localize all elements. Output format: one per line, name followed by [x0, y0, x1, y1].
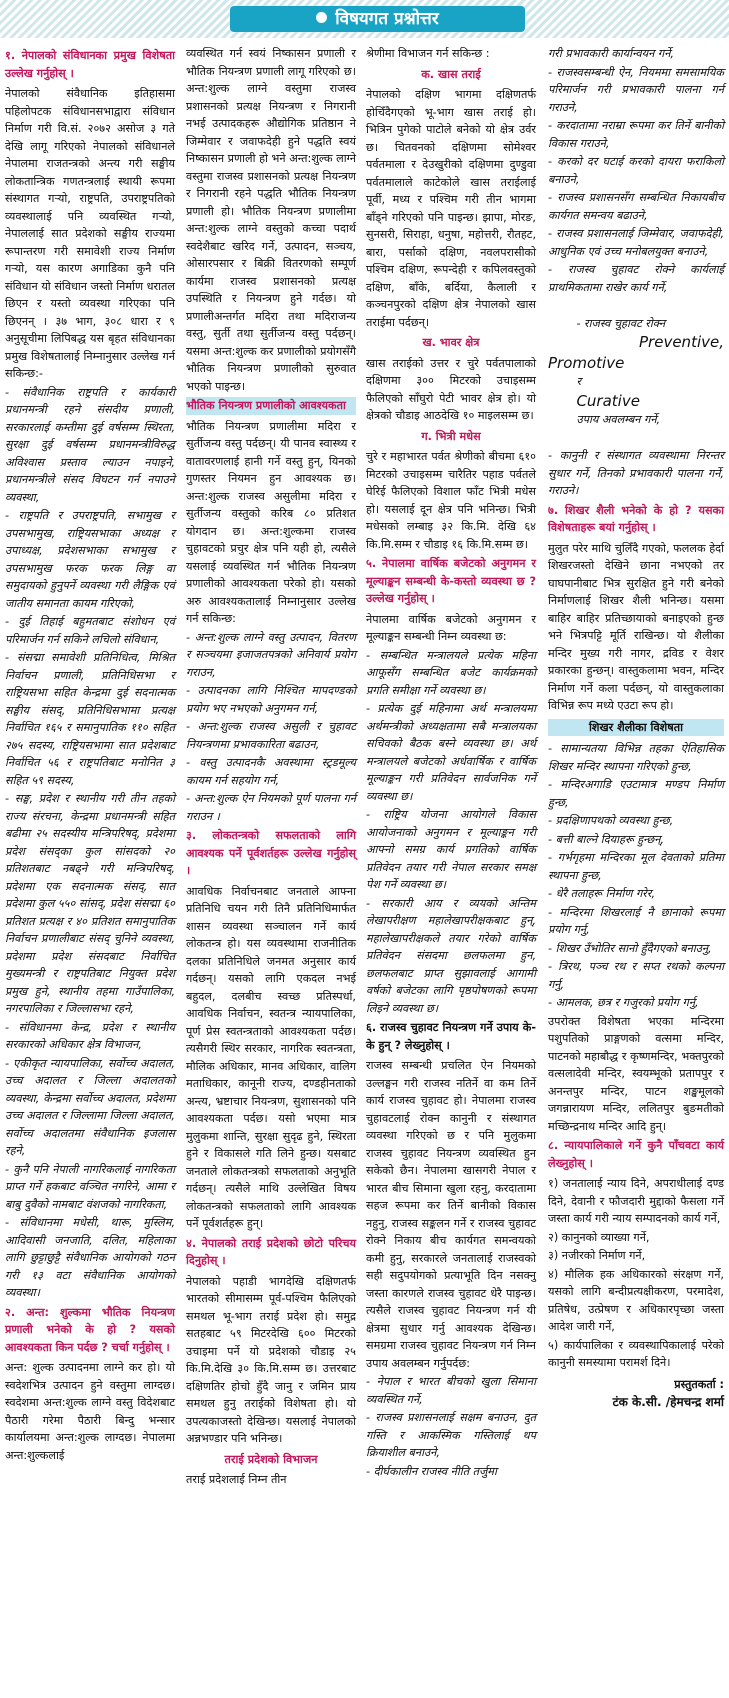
bullet-item: - उत्पादनका लागि निश्चित मापदण्डको प्रयोग भए नभएको अनुगमन गर्न,	[186, 684, 360, 715]
section-banner	[0, 0, 729, 38]
bullet-item: - संवैधानिक राष्ट्रपति र कार्यकारी प्रधानमन्त्री रहने संसदीय प्रणाली, सरकारलाई कम्तीमा दुई वर्षसम्म स्थिरता, सुरक्षा दुई वर्षसम्म प्रधानमन्त्रीविरुद्ध अविश्वास प्रस्ताव ल्याउन नपाइने, प्रधानमन्त्रीले संसद विघटन गर्न नपाउने व्यवस्था,	[5, 385, 179, 504]
column-3	[366, 45, 540, 1695]
bullet-item: - एकीकृत न्यायपालिका, सर्वोच्च अदालत, उच्च अदालत र जिल्ला अदालतको व्यवस्था, केन्द्रमा सर्वोच्च अदालत, प्रदेशमा उच्च अदालत र जिल्लामा जिल्ला अदालत, सर्वोच्च अदालतमा संवैधानिक इजलास रहने,	[5, 1056, 179, 1157]
bullet-item: - राजस्व प्रशासनसँग सम्बन्धित निकायबीच कार्यगत समन्वय बढाउने,	[548, 191, 728, 222]
bullet-item: - अन्त:शुल्क राजस्व असुली र चुहावट नियन्त्रणमा प्रभावकारिता बढाउन,	[186, 720, 360, 751]
column-1	[5, 45, 179, 1695]
bullet-item: - सम्बन्धित मन्त्रालयले प्रत्येक महिना आफूसँग सम्बन्धित बजेट कार्यक्रमको प्रगति समीक्षा गर्ने व्यवस्था छ।	[366, 648, 540, 697]
bullet-item: - शिखर उँभोतिर सानो हुँदैगएको बनाउनु,	[548, 941, 712, 955]
question-5: ५. नेपालमा वार्षिक बजेटको अनुगमन र मूल्याङ्कन सम्बन्धी के-कस्तो व्यवस्था छ ? उल्लेख गर्नुहोस् ।	[366, 557, 540, 605]
bullet-item: - सरकारी आय र व्ययको अन्तिम लेखापरीक्षण महालेखापरीक्षकबाट हुन्, महालेखापरीक्षकले तयार गरेको वार्षिक प्रतिवेदन संसदमा छलफलमा हुन, छलफलबाट प्राप्त सुझावलाई आगामी वर्षको बजेटका लागि पृष्ठपोषणको रूपमा लिइने व्यवस्था छ।	[366, 896, 540, 1015]
banner-title: विषयगत प्रश्नोत्तर	[335, 9, 439, 29]
paragraph: भौतिक नियन्त्रण प्रणालीमा मदिरा र सुर्तीजन्य वस्तु पर्दछन्। यी पानव स्वास्थ्य र वातावरणलाई हानी गर्ने वस्तु हुन्, यिनको गुणस्तर नियमन हुन आवश्यक छ। अन्त:शुल्क राजस्व असुलीमा मदिरा र सुर्तीजन्य वस्तुको करिब ८० प्रतिशत योगदान छ। अन्त:शुल्कमा राजस्व चुहावटको प्रचुर क्षेत्र पनि यही हो, त्यसैले यसलाई व्यवस्थित गर्न भौतिक नियन्त्रण प्रणालीको आवश्यकता परेको हो। यसको अरु आवश्यकतालाई निम्नानुसार उल्लेख गर्न सकिन्छ:	[186, 419, 360, 625]
bullet-item: - वस्तु उत्पादनकै अवस्थामा स्ट्रडमूल्य कायम गर्न सहयोग गर्न,	[186, 756, 360, 787]
question-3: ३. लोकतन्त्रको सफलताको लागि आवश्यक पर्ने पूर्वशर्तहरू उल्लेख गर्नुहोस् ।	[186, 829, 360, 877]
bullet-item: - राजस्व प्रशासनलाई सक्षम बनाउन, दुत गस्ति र आकस्मिक गस्तिलाई थप क्रियाशील बनाउने,	[366, 1411, 540, 1459]
credit-name: टंक के.सी. /हेमचन्द्र शर्मा	[612, 1395, 724, 1409]
bullet-item: - राजस्व प्रशासनलाई जिम्मेवार, जवाफदेही, आधुनिक एवं उच्च मनोबलयुक्त बनाउने,	[548, 227, 728, 258]
credit-label: प्रस्तुतकर्ता :	[674, 1377, 724, 1391]
bullet-item: - करदातामा नराम्रा रूपमा कर तिर्ने बानीको विकास गराउने,	[548, 119, 728, 150]
numbered-item: ३) नजीरको निर्माण गर्ने,	[548, 1249, 646, 1262]
paragraph: चुरे र महाभारत पर्वत श्रेणीको बीचमा ६१० मिटरको उचाइसम्म चारैतिर पहाड पर्वतले घेरिई फैलिएको विशाल फाँट भित्री मधेस हो। यसलाई दून क्षेत्र पनि भनिन्छ। भित्री मधेसको लम्बाइ ३२ कि.मि. देखि ६४ कि.मि.सम्म र चौडाइ १६ कि.मि.सम्म छ।	[366, 450, 540, 551]
bullet-item: - प्रत्येक दुई महिनामा अर्थ मन्त्रालयमा अर्थमन्त्रीको अध्यक्षतामा सबै मन्त्रालयका सचिवको बैठक बस्ने व्यवस्था छ। अर्थ मन्त्रालयले बजेटको अर्धवार्षिक र वार्षिक मूल्याङ्कन गरी प्रतिवेदन सार्वजनिक गर्ने व्यवस्था छ।	[366, 702, 540, 803]
numbered-item: ५) कार्यपालिका र व्यवस्थापिकालाई परेको कानुनी समस्यामा परामर्श दिने।	[548, 1338, 728, 1369]
question-6: ६. राजस्व चुहावट नियन्त्रण गर्ने उपाय के-के हुन् ? लेख्नुहोस् ।	[366, 1021, 536, 1052]
english-term: Curative	[576, 391, 640, 410]
bullet-item: - सामान्यतया विभिन्न तहका ऐतिहासिक शिखर मन्दिर स्थापना गरिएको हुन्छ,	[548, 742, 728, 773]
bullet-item: - संसद्मा समावेशी प्रतिनिधित्व, मिश्रित निर्वाचन प्रणाली, प्रतिनिधिसभा र राष्ट्रियसभा सहित केन्द्रमा दुई सदनात्मक सङ्घीय संसद्, प्रतिनिधिसभामा प्रत्यक्ष निर्वाचित १६५ र समानुपातिक ११० सहित २७५ सदस्य, राष्ट्रियसभामा सात प्रदेशबाट निर्वाचित ५६ र राष्ट्रपतिबाट मनोनित ३ सहित ५९ सदस्य,	[5, 651, 179, 787]
bullet-item: गरी प्रभावकारी कार्यान्वयन गर्ने,	[548, 47, 674, 60]
bullet-text: र	[576, 375, 582, 388]
paragraph: नेपालमा वार्षिक बजेटको अनुगमन र मूल्याङ्कन सम्बन्धी निम्न व्यवस्था छ:	[366, 612, 540, 643]
article-columns	[0, 45, 729, 1695]
bullet-item: - कानुनी र संस्थागत व्यवस्थामा निरन्तर सुधार गर्ने, तिनको प्रभावकारी पालना गर्ने, गराउने।	[548, 449, 728, 497]
bullet-item: - कुनै पनि नेपाली नागरिकलाई नागरिकता प्राप्त गर्ने हकबाट वञ्चित नगरिने, आमा र बाबु दुवैको नामबाट वंशजको नागरिकता,	[5, 1162, 179, 1211]
bullet-item: - आमलक, छत्र र गजुरको प्रयोग गर्नु,	[548, 996, 699, 1009]
bullet-item: - गर्भगृहमा मन्दिरका मूल देवताको प्रतिमा स्थापना हुन्छ,	[548, 851, 728, 882]
paragraph: नेपालको दक्षिण भागमा दक्षिणतर्फ होचिँदैगएको भू-भाग खास तराई हो। भित्रिन पुगेको पाटोले बनेको यो क्षेत्र उर्वर छ। चितवनको दक्षिणमा सोमेश्वर पर्वतमाला र देउखुरीको दक्षिणमा दुण्डुवा पर्वतमालाले काटेकोले खास तराईलाई पूर्वी, मध्य र पश्चिम गरी तीन भागमा बाँड्ने गरिएको पनि पाइन्छ। झापा, मोरङ, सुनसरी, सिराहा, धनुषा, महोत्तरी, रौतहट, बारा, पर्साको दक्षिण, नवलपरासीको पश्चिम दक्षिण, रूपन्देही र कपिलवस्तुको दक्षिण, बाँके, बर्दिया, कैलाली र कञ्चनपुरको दक्षिण क्षेत्र नेपालको खास तराईमा पर्दछन्।	[366, 88, 540, 329]
bullet-item: - प्रदक्षिणापथको व्यवस्था हुन्छ,	[548, 814, 674, 827]
column-2	[186, 45, 360, 1695]
bullet-item: - त्रिरथ, पञ्च रथ र सप्त रथको कल्पना गर्नु,	[548, 960, 728, 991]
question-4: ४. नेपालको तराई प्रदेशको छोटो परिचय दिनुहोस् ।	[186, 1236, 360, 1267]
paragraph: राजस्व सम्बन्धी प्रचलित ऐन नियमको उल्लङ्घन गरी राजस्व नतिर्ने वा कम तिर्ने कार्य राजस्व चुहावट हो। नेपालमा राजस्व चुहावटलाई रोक्न कानुनी र संस्थागत व्यवस्था गरिएको छ र पनि मुलुकमा राजस्व चुहावट नियन्त्रण व्यवस्थित हुन सकेको छैन। नेपालमा खासगरी नेपाल र भारत बीच सिमाना खुला रहनु, करदातामा सहज रूपमा कर तिर्ने बानीको विकास नहुनु, राजस्व सङ्कलन गर्ने र राजस्व चुहावट रोक्ने निकाय बीच कार्यगत समन्वयको कमी हुनु, सरकारले जनतालाई राजस्वको सही सदुपयोगको प्रत्याभूति दिन नसक्नु जस्ता कारणले राजस्व चुहावट धेरै पाइन्छ। त्यसैले राजस्व चुहावट नियन्त्रण गर्न यी क्षेत्रमा सुधार गर्नु आवश्यक देखिन्छ। समग्रमा राजस्व चुहावट नियन्त्रण गर्न निम्न उपाय अवलम्बन गर्नुपर्दछ:	[366, 1059, 540, 1370]
bullet-item: - नेपाल र भारत बीचको खुला सिमाना व्यवस्थित गर्ने,	[366, 1375, 540, 1406]
bullet-item: - राजस्व चुहावट रोक्ने कार्यलाई प्राथमिकतामा राखेर कार्य गर्ने,	[548, 263, 728, 294]
subheading: ख. भावर क्षेत्र	[422, 336, 480, 349]
bullet-item: - मन्दिरमा शिखरलाई नै छानाको रूपमा प्रयोग गर्नु,	[548, 905, 728, 936]
paragraph: नेपालको संवैधानिक इतिहासमा पहिलोपटक संविधानसभाद्वारा संविधान निर्माण गरी वि.सं. २०७२ असोज ३ गते देखि लागू गरिएको नेपालको संविधानले नेपालमा राजतन्त्रको अन्त्य गरी सङ्घीय लोकतान्त्रिक गणतन्त्रलाई स्थायी रूपमा संस्थागत गऱ्यो, राष्ट्रपति, उपराष्ट्रपतिको व्यवस्थालाई पनि व्यवस्थित गऱ्यो, नेपाललाई सात प्रदेशको सङ्घीय राज्यमा रूपान्तरण गरी समावेशी राज्य निर्माण गऱ्यो, यस कारण अगाडिका कुनै पनि संविधान यो संविधान जस्तो निर्माण धरातल छिएन र यस्तो व्यवस्था गरिएका पनि छिएनन् । ३७ भाग, ३०८ धारा र ९ अनुसूचीमा लिपिबद्ध यस बृहत संविधानका प्रमुख विशेषतालाई निम्नानुसार उल्लेख गर्न सकिन्छ:-	[5, 87, 179, 380]
bullet-item: - संविधानमा मधेसी, थारू, मुस्लिम, आदिवासी जनजाति, दलित, महिलाका लागि छुट्टाछुट्टै संवैधानिक आयोगको गठन गरी १३ वटा संवैधानिक आयोगको व्यवस्था।	[5, 1216, 179, 1299]
column-4	[548, 45, 729, 1695]
bullet-item: - राष्ट्रिय योजना आयोगले विकास आयोजनाको अनुगमन र मूल्याङ्कन गरी आफ्नो समग्र कार्य प्रगतिको वार्षिक प्रतिवेदन तयार गरी नेपाल सरकार समक्ष पेश गर्ने व्यवस्था छ।	[366, 808, 540, 891]
paragraph: तराई प्रदेशलाई निम्न तीन	[186, 1473, 287, 1486]
paragraph: श्रेणीमा विभाजन गर्न सकिन्छ :	[366, 47, 490, 60]
bullet-item: - संविधानमा केन्द्र, प्रदेश र स्थानीय सरकारको अधिकार क्षेत्र विभाजन,	[5, 1020, 179, 1051]
subheading: शिखर शैलीका विशेषता	[548, 719, 724, 737]
bullet-item: - राष्ट्रपति र उपराष्ट्रपति, सभामुख र उपसभामुख, राष्ट्रियसभाका अध्यक्ष र उपाध्यक्ष, प्रदेशसभाका सभामुख र उपसभामुख फरक फरक लिङ्ग वा समुदायको हुनुपर्ने व्यवस्था गरी लैङ्गिक एवं जातीय समानता कायम गरिएको,	[5, 509, 179, 610]
banner-title-box	[230, 6, 525, 32]
bullet-item: - मन्दिरअगाडि एउटामात्र मण्डप निर्माण हुन्छ,	[548, 778, 728, 809]
bullet-item: - राजस्वसम्बन्धी ऐन, नियममा समसामयिक परिमार्जन गरी प्रभावकारी पालना गर्न गराउने,	[548, 65, 728, 114]
paragraph: नेपालको पहाडी भागदेखि दक्षिणतर्फ भारतको सीमासम्म पूर्व-पश्चिम फैलिएको समथल भू-भाग तराई प्रदेश हो। समुद्र सतहबाट ५९ मिटरदेखि ६०० मिटरको उचाइमा पर्ने यो प्रदेशको चौडाइ २५ कि.मि.देखि ३० कि.मि.सम्म छ। उत्तरबाट दक्षिणतिर होचो हुँदै जानु र जमिन प्राय समथल हुनु तराईको विशेषता हो। यो उपत्यकाजस्तो देखिन्छ। यसलाई नेपालको अन्नभण्डार पनि भनिन्छ।	[186, 1274, 360, 1445]
bullet-item: - दीर्घकालीन राजस्व नीति तर्जुमा	[366, 1464, 497, 1478]
paragraph: अन्त: शुल्क उत्पादनमा लाग्ने कर हो। यो स्वदेशभित्र उत्पादन हुने वस्तुमा लाग्दछ। स्वदेशमा अन्त:शुल्क लाग्ने वस्तु विदेशबाट पैठारी गरेमा पैठारी बिन्दु भन्सार कार्यालयमा अन्त:शुल्क लाग्दछ। नेपालमा अन्त:शुल्कलाई	[5, 1361, 179, 1462]
numbered-item: १) जनतालाई न्याय दिने, अपराधीलाई दण्ड दिने, देवानी र फौजदारी मुद्दाको फैसला गर्ने जस्ता कार्य गरी न्याय सम्पादनको कार्य गर्ने,	[548, 1177, 728, 1225]
bullet-item: - सङ्घ, प्रदेश र स्थानीय गरी तीन तहको राज्य संरचना, केन्द्रमा प्रधानमन्त्री सहित बढीमा २५ सदस्यीय मन्त्रिपरिषद्, प्रदेशमा प्रदेश संसद्का कुल सांसदको २० प्रतिशतबाट नबढ्ने गरी मन्त्रिपरिषद्, प्रदेशमा एक सदनात्मक संसद्, सात प्रदेशमा कुल ५५० सांसद्, प्रदेश संसद्मा ६० प्रतिशत प्रत्यक्ष र ४० प्रतिशत समानुपातिक निर्वाचन प्रणालीबाट संसद् चुनिने व्यवस्था, प्रदेशमा प्रदेश संसदबाट निर्वाचित मुख्यमन्त्री र राष्ट्रपतिबाट नियुक्त प्रदेश प्रमुख हुने, स्थानीय तहमा गाउँपालिका, नगरपालिका र जिल्लासभा रहने,	[5, 792, 179, 1015]
english-term: Preventive, Promotive	[548, 333, 729, 372]
paragraph: खास तराईको उत्तर र चुरे पर्वतपालाको दक्षिणमा ३०० मिटरको उचाइसम्म फैलिएको साँघुरो पेटी भावर क्षेत्र हो। यो क्षेत्रको चौडाइ आठदेखि १० माइलसम्म छ।	[366, 356, 540, 422]
bullet-item-english-terms	[548, 297, 729, 446]
numbered-item: ४) मौलिक हक अधिकारको संरक्षण गर्ने, यसको लागि बन्दीप्रत्यक्षीकरण, परमादेश, प्रतिषेध, उत्प्रेषण र अधिकारपृच्छा जस्ता आदेश जारी गर्ने,	[548, 1267, 728, 1333]
subheading: भौतिक नियन्त्रण प्रणालीको आवश्यकता	[186, 397, 356, 415]
paragraph: व्यवस्थित गर्न स्वयं निष्कासन प्रणाली र भौतिक नियन्त्रण प्रणाली लागू गरिएको छ। अन्त:शुल्क लाग्ने वस्तुमा राजस्व प्रशासनको प्रत्यक्ष नियन्त्रण र निगरानी नभई उत्पादकहरू औद्योगिक प्रतिष्ठान ने जिम्मेवार र जवाफदेही हुने पद्धति स्वयं निष्कासन प्रणाली हो भने अन्त:शुल्क लाग्ने वस्तुमा राजस्व प्रशासनको प्रत्यक्ष नियन्त्रण र निगरानी रहने पद्धति भौतिक नियन्त्रण प्रणाली हो। भौतिक नियन्त्रण प्रणालीमा अन्त:शुल्क लाग्ने वस्तुको कच्चा पदार्थ स्वदेशैबाट खरिद गर्ने, उत्पादन, सञ्चय, ओसारपसार र बिक्री वितरणको सम्पूर्ण कार्यमा राजस्व प्रशासनको प्रत्यक्ष उपस्थिति र नियन्त्रण हुने गर्दछ। यो प्रणालीअन्तर्गत मदिरा तथा मदिराजन्य वस्तु, सुर्ती तथा सुर्तीजन्य वस्तु पर्दछन्। यसमा अन्त:शुल्क कर प्रणालीको प्रयोगसँगै भौतिक नियन्त्रण प्रणालीको सुरुवात भएको पाइन्छ।	[186, 47, 360, 393]
bullet-dot-icon	[316, 12, 327, 23]
subheading: तराई प्रदेशको विभाजन	[224, 1452, 318, 1466]
paragraph: मुलुत परेर माथि चुलिँदै गएको, फललक हेर्दा शिखरजस्तो देखिने छाना नभएको तर घाघपानीबाट भित्र सुरक्षित हुने गरी बनेको निर्माणलाई शिखर शैली भनिन्छ। यसमा बाहिर बाहिर प्रतिच्छायाको बनाइएको हुन्छ भने भित्रपट्टि मूर्ति राखिन्छ। यो शैलीका मन्दिर मुख्य गरी नागर, द्रविड र वेशर प्रकारका हुन्छन्। वास्तुकलामा भवन, मन्दिर निर्माण गर्ने कला पर्दछन्, यो वास्तुकलाका विभिन्न रूप मध्ये एउटा रूप हो।	[548, 541, 728, 712]
bullet-item: - अन्त:शुल्क लाग्ने वस्तु उत्पादन, वितरण र सञ्चयमा इजाजतपत्रको अनिवार्य प्रयोग गराउन,	[186, 630, 360, 679]
question-8: ८. न्यायपालिकाले गर्ने कुनै पाँचवटा कार्य लेख्नुहोस् ।	[548, 1139, 728, 1170]
bullet-text: - राजस्व चुहावट रोक्न	[576, 316, 666, 330]
bullet-item: - धेरै तलाहरू निर्माण गरेर,	[548, 887, 655, 900]
bullet-text: उपाय अवलम्बन गर्ने,	[576, 413, 661, 426]
paragraph: आवधिक निर्वाचनबाट जनताले आफ्ना प्रतिनिधि चयन गरी तिनै प्रतिनिधिमार्फत शासन व्यवस्था सञ्चालन गर्ने कार्य लोकतन्त्र हो। यस व्यवस्थामा राजनीतिक दलका प्रतिनिधिले जनमत अनुसार कार्य गर्दछन्। यसको लागि एकदल नभई बहुदल, दलबीच स्वच्छ प्रतिस्पर्धा, आवधिक निर्वाचन, स्वतन्त्र न्यायपालिका, पूर्ण प्रेस स्वतन्त्रताको आवश्यकता पर्दछ। त्यसैगरी स्थिर सरकार, नागरिक स्वतन्त्रता, मौलिक अधिकार, मानव अधिकार, वालिग मताधिकार, कानूनी राज्य, दण्डहीनताको अन्त्य, भ्रष्टाचार नियन्त्रण, सुशासनको पनि आवश्यकता पर्दछ। यसो भएमा मात्र मुलुकमा शान्ति, सुरक्षा सुदृढ हुने, स्थिरता हुने र विकासले गति लिने हुन्छ। यसबाट जनताले लोकतन्त्रको सफलताको अनुभूति गर्दछन्। त्यसैले माथि उल्लेखित विषय लोकतन्त्रको सफलताको लागि आवश्यक पर्ने पूर्वशर्तहरू हुन्।	[186, 884, 360, 1230]
bullet-item: - दुई तिहाई बहुमतबाट संशोधन एवं परिमार्जन गर्न सकिने लचिलो संविधान,	[5, 615, 179, 646]
bullet-item: - करको दर घटाई करको दायरा फराकिलो बनाउने,	[548, 155, 728, 186]
bullet-item: - बत्ती बाल्ने दियाहरू हुन्छन्,	[548, 832, 664, 846]
subheading: ग. भित्री मधेस	[421, 429, 481, 443]
question-2: २. अन्त: शुल्कमा भौतिक नियन्त्रण प्रणाली भनेको के हो ? यसको आवश्यकता किन पर्दछ ? चर्चा गर्नुहोस् ।	[5, 1305, 179, 1354]
paragraph: उपरोक्त विशेषता भएका मन्दिरमा पशुपतिको प्राङ्गणको वत्समा मन्दिर, पाटनको महाबौद्ध र कृष्णमन्दिर, भक्तपुरको वत्सलादेवी मन्दिर, स्वयम्भूको प्रतापपुर र अनन्तपुर मन्दिर, पाटन शङ्खमूलको जगन्नारायण मन्दिर, ललितपुर बुङमतीको मच्छिन्द्रनाथ मन्दिर आदि हुन्।	[548, 1014, 728, 1133]
subheading: क. खास तराई	[421, 67, 481, 81]
question-1: १. नेपालको संविधानका प्रमुख विशेषता उल्लेख गर्नुहोस् ।	[5, 49, 179, 80]
bullet-item: - अन्त:शुल्क ऐन नियमको पूर्ण पालना गर्न गराउन ।	[186, 792, 360, 823]
numbered-item: २) कानुनको व्याख्या गर्ने,	[548, 1230, 650, 1244]
question-7: ७. शिखर शैली भनेको के हो ? यसका विशेषताहरू बयां गर्नुहोस् ।	[548, 503, 728, 534]
